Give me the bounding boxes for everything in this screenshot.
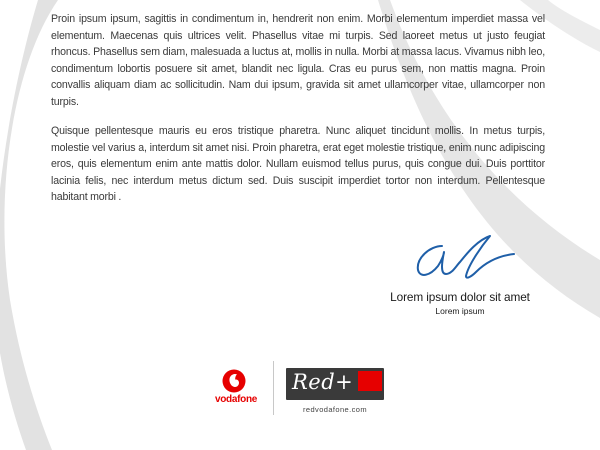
- signer-name: Lorem ipsum dolor sit amet: [390, 290, 530, 304]
- vodafone-wordmark: vodafone: [214, 394, 258, 405]
- signature-icon: [410, 232, 522, 288]
- body-paragraph-1: Proin ipsum ipsum, sagittis in condimentum in, hendrerit non enim. Morbi elementum imperdiet massa vel elementum. Maecenas quis ultrices velit. Phasellus vitae mi turpis. Sed laoreet metus ut justo feugiat rhoncus. Phasellus sem diam, malesuada a luctus at, mollis in nulla. Morbi at massa lacus. Vivamus nibh leo, condimentum lobortis posuere sit amet, blandit nec ligula. Cras eu purus sem, non mattis magna. Proin convallis aliquam diam ac sollicitudin. Nam dui ipsum, gravida sit amet ullamcorper vitae, ullamcorper non turpis.: [51, 13, 545, 108]
- red-url: redvodafone.com: [303, 405, 367, 414]
- logo-divider: [273, 361, 274, 415]
- red-logo: [286, 368, 384, 400]
- red-plus-icon: [286, 368, 384, 400]
- body-paragraph-2: Quisque pellentesque mauris eu eros tristique pharetra. Nunc aliquet tincidunt mollis. In metus turpis, molestie vel varius a, interdum sit amet nisi. Proin pharetra, erat eget molestie tristique, enim nunc adipiscing eros, quis elementum enim ante mattis dolor. Nullam euismod tellus purus, quis congue dui. Duis porttitor lacinia felis, nec interdum metus dictum sed. Duis suscipit imperdiet tortor non interdum. Pellentesque habitant morbi .: [51, 125, 545, 204]
- signer-title: Lorem ipsum: [435, 306, 485, 316]
- red-logo-text: Red+: [292, 370, 354, 394]
- vodafone-speechmark-icon: [222, 369, 246, 393]
